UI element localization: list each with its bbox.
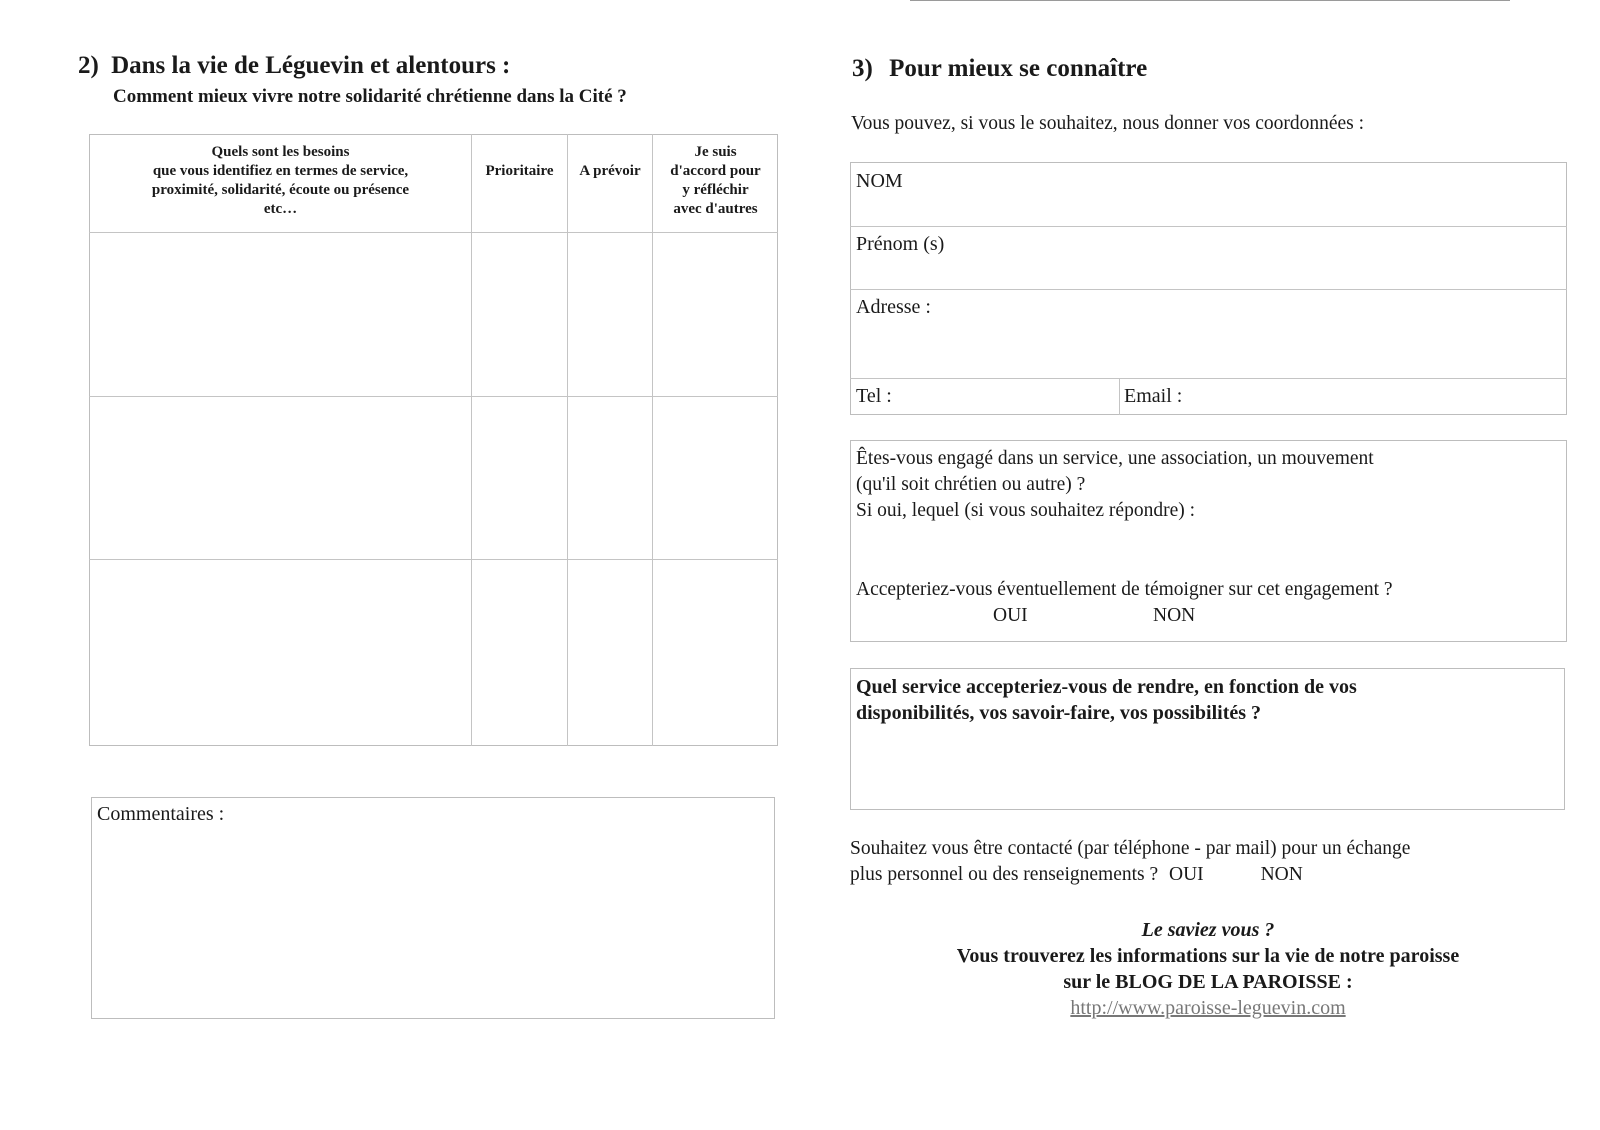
- table-row-3-needs-cell[interactable]: [90, 560, 471, 745]
- prenom-label: Prénom (s): [856, 233, 945, 255]
- table-header-a-prevoir: A prévoir: [579, 163, 641, 179]
- table-row-3-a-prevoir-cell[interactable]: [568, 560, 652, 745]
- temoigner-oui-option[interactable]: OUI: [993, 605, 1028, 626]
- table-row-3-accord-cell[interactable]: [653, 560, 777, 745]
- contact-question: Souhaitez vous être contacté (par téléphone - par mail) pour un échange plus personnel ou des renseignements ? OUI NON: [850, 838, 1411, 885]
- table-row-1-accord-cell[interactable]: [653, 233, 777, 396]
- contact-oui-option[interactable]: OUI: [1169, 864, 1204, 885]
- table-row-2-a-prevoir-cell[interactable]: [568, 397, 652, 559]
- blog-info-line2: sur le BLOG DE LA PAROISSE :: [1063, 971, 1353, 993]
- table-row-2-prioritaire-cell[interactable]: [472, 397, 567, 559]
- section-2-title: Dans la vie de Léguevin et alentours :: [111, 52, 511, 79]
- adresse-field[interactable]: [851, 290, 1566, 378]
- blog-info: [850, 917, 1566, 1021]
- section-3-title: Pour mieux se connaître: [889, 55, 1148, 82]
- adresse-label: Adresse :: [856, 296, 931, 318]
- email-field[interactable]: [1120, 379, 1566, 414]
- contact-intro: Vous pouvez, si vous le souhaitez, nous donner vos coordonnées :: [851, 113, 1365, 134]
- scan-top-edge: [910, 0, 1510, 1]
- table-row-3-prioritaire-cell[interactable]: [472, 560, 567, 745]
- nom-field[interactable]: [851, 163, 1566, 226]
- service-question: Quel service accepteriez-vous de rendre, en fonction de vos disponibilités, vos savoir-faire, vos possibilités ?: [856, 676, 1357, 724]
- section-3-heading: [852, 55, 1147, 83]
- temoigner-non-option[interactable]: NON: [1153, 605, 1196, 626]
- blog-info-italic: Le saviez vous ?: [1141, 919, 1275, 941]
- section-2-heading: [78, 52, 510, 80]
- engagement-question: Êtes-vous engagé dans un service, une association, un mouvement (qu'il soit chrétien ou autre) ? Si oui, lequel (si vous souhaitez répondre) :: [856, 448, 1374, 521]
- table-row-2-needs-cell[interactable]: [90, 397, 471, 559]
- table-header-accord: Je suis d'accord pour y réfléchir avec d'autres: [670, 144, 761, 217]
- section-3-number: 3): [852, 55, 873, 82]
- tel-label: Tel :: [856, 385, 892, 407]
- table-header-needs: Quels sont les besoins que vous identifiez en termes de service, proximité, solidarité, écoute ou présence etc…: [151, 144, 410, 217]
- comments-box[interactable]: [91, 797, 775, 1019]
- section-2-number: 2): [78, 52, 99, 79]
- blog-url-link[interactable]: http://www.paroisse-leguevin.com: [1070, 997, 1346, 1019]
- table-header-prioritaire: Prioritaire: [485, 163, 554, 179]
- nom-label: NOM: [856, 170, 903, 192]
- table-row-2-accord-cell[interactable]: [653, 397, 777, 559]
- temoigner-question: Accepteriez-vous éventuellement de témoigner sur cet engagement ?: [856, 579, 1393, 600]
- comments-label: Commentaires :: [97, 803, 225, 825]
- table-row-1-prioritaire-cell[interactable]: [472, 233, 567, 396]
- table-row-1-a-prevoir-cell[interactable]: [568, 233, 652, 396]
- email-label: Email :: [1124, 385, 1183, 407]
- section-2-subheading: Comment mieux vivre notre solidarité chrétienne dans la Cité ?: [113, 86, 627, 107]
- prenom-field[interactable]: [851, 227, 1566, 289]
- table-row-1-needs-cell[interactable]: [90, 233, 471, 396]
- contact-non-option[interactable]: NON: [1260, 864, 1303, 885]
- blog-info-line1: Vous trouverez les informations sur la vie de notre paroisse: [956, 945, 1460, 967]
